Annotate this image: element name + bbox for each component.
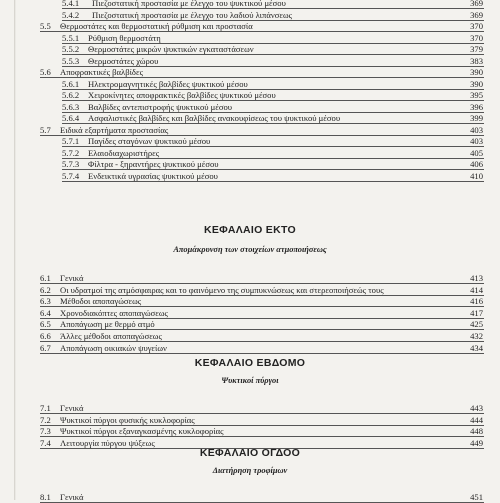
toc-entry-title: Γενικά: [60, 492, 84, 502]
toc-entry-number: 5.5: [40, 21, 51, 31]
toc-entry-title: Μέθοδοι αποπαγώσεως: [60, 296, 142, 307]
toc-entry-page: 379: [470, 44, 483, 54]
toc-entry-number: 5.7.4: [62, 170, 80, 181]
toc-entry: [0, 158, 500, 170]
toc-entry-page: 396: [470, 101, 483, 112]
toc-entry-page: 416: [470, 296, 483, 307]
toc-entry: [0, 402, 500, 414]
toc-entry-page: 369: [470, 0, 483, 8]
toc-entry-number: 5.7.2: [62, 147, 80, 158]
toc-entry-page: 395: [470, 90, 483, 100]
toc-entry-page: 403: [470, 124, 483, 135]
toc-entry-title: Πιεζοστατική προστασία με έλεγχο του λαδιού λιπάνσεως: [92, 9, 293, 20]
toc-entry: [0, 43, 500, 55]
toc-entry: [0, 66, 500, 78]
toc-entry-title: Βαλβίδες αντεπιστροφής ψυκτικού μέσου: [88, 101, 233, 112]
toc-entry-number: 5.6.2: [62, 90, 80, 100]
toc-entry: [0, 20, 500, 32]
toc-entry-title: Ασφαλιστικές βαλβίδες και βαλβίδες ανακουφίσεως του ψυκτικού μέσου: [88, 113, 341, 123]
toc-entry-page: 405: [470, 147, 483, 158]
toc-entry-number: 7.4: [40, 437, 51, 448]
toc-entry-rule: [40, 353, 484, 354]
toc-entry-number: 5.6.3: [62, 101, 80, 112]
toc-entry-title: Ψυκτικοί πύργοι εξαναγκασμένης κυκλοφορίας: [60, 426, 224, 437]
toc-entry-page: 369: [470, 9, 483, 20]
toc-entry-number: 8.1: [40, 492, 51, 502]
chapter8-heading: ΚΕΦΑΛΑΙΟ ΟΓΔΟΟ: [199, 447, 301, 459]
toc-entry-page: 370: [470, 32, 483, 43]
toc-entry-rule: [62, 181, 484, 182]
toc-entry-title: Χειροκίνητες αποφρακτικές βαλβίδες ψυκτικού μέσου: [88, 90, 276, 100]
toc-entry-number: 5.6.1: [62, 78, 80, 89]
toc-entry-title: Ενδεικτικά υγρασίας ψυκτικού μέσου: [88, 170, 218, 181]
toc-entry: [0, 170, 500, 182]
toc-entry-number: 5.7.1: [62, 136, 80, 146]
toc-entry: [0, 414, 500, 426]
chapter6-heading: ΚΕΦΑΛΑΙΟ ΕΚΤΟ: [204, 224, 296, 236]
toc-entry-number: 7.2: [40, 414, 51, 425]
chapter7-heading: ΚΕΦΑΛΑΙΟ ΕΒΔΟΜΟ: [194, 357, 306, 369]
toc-entry-number: 6.4: [40, 307, 51, 318]
toc-entry-title: Παγίδες σταγόνων ψυκτικού μέσου: [88, 136, 211, 146]
toc-entry-title: Ηλεκτρομαγνητικές βαλβίδες ψυκτικού μέσου: [88, 78, 248, 89]
chapter7-subtitle: Ψυκτικοί πύργοι: [221, 376, 279, 385]
toc-entry-number: 5.5.2: [62, 44, 80, 54]
toc-entry: [0, 425, 500, 437]
toc-entry-number: 6.5: [40, 319, 51, 330]
toc-entry: [0, 124, 500, 136]
toc-entry: [0, 135, 500, 147]
toc-entry-page: 390: [470, 67, 483, 77]
toc-entry-page: 403: [470, 136, 483, 146]
toc-entry-page: 448: [470, 426, 483, 437]
toc-entry-title: Γενικά: [60, 403, 84, 413]
toc-entry: [0, 342, 500, 354]
toc-entry: [0, 101, 500, 113]
toc-entry-number: 7.3: [40, 426, 51, 437]
toc-entry-page: 414: [470, 284, 483, 295]
toc-entry-title: Αποπάγωση με θερμό ατμό: [60, 319, 155, 330]
toc-entry-number: 5.6.4: [62, 113, 80, 123]
toc-entry-number: 6.1: [40, 273, 51, 283]
toc-entry-title: Φίλτρα - ξηραντήρες ψυκτικού μέσου: [88, 159, 219, 169]
toc-entry-number: 5.5.3: [62, 55, 80, 66]
toc-entry: [0, 307, 500, 319]
toc-entry-title: Θερμοστάτες και θερμοστατική ρύθμιση και προστασία: [60, 21, 253, 31]
toc-entry: [0, 330, 500, 342]
toc-entry: [0, 78, 500, 90]
toc-entry-number: 5.4.2: [62, 9, 80, 20]
chapter6-subtitle: Απομάκρυνση των στοιχείων ατμοποιήσεως: [173, 245, 327, 254]
toc-entry-title: Αποπάγωση οικιακών ψυγείων: [60, 342, 167, 353]
toc-entry-page: 451: [470, 492, 483, 502]
toc-entry: [0, 112, 500, 124]
toc-entry-title: Χρονοδιακόπτες αποπαγώσεως: [60, 307, 168, 318]
toc-entry-number: 6.2: [40, 284, 51, 295]
toc-entry-page: 449: [470, 437, 483, 448]
toc-entry-number: 5.4.1: [62, 0, 80, 8]
toc-entry-page: 434: [470, 342, 483, 353]
toc-entry-page: 383: [470, 55, 483, 66]
toc-entry-page: 406: [470, 159, 483, 169]
toc-entry-page: 425: [470, 319, 483, 330]
toc-entry: [0, 89, 500, 101]
toc-entry-page: 417: [470, 307, 483, 318]
toc-entry-title: Ρύθμιση θερμοστάτη: [88, 32, 161, 43]
toc-entry-page: 410: [470, 170, 483, 181]
toc-entry: [0, 32, 500, 44]
toc-entry-number: 5.7.3: [62, 159, 80, 169]
toc-entry-page: 413: [470, 273, 483, 283]
toc-entry-number: 6.3: [40, 296, 51, 307]
toc-entry-title: Γενικά: [60, 273, 84, 283]
toc-entry: [0, 55, 500, 67]
toc-entry-title: Άλλες μέθοδοι αποπαγώσεως: [60, 331, 162, 341]
toc-entry-page: 370: [470, 21, 483, 31]
toc-entry-number: 6.7: [40, 342, 51, 353]
toc-entry: [0, 295, 500, 307]
toc-entry-page: 399: [470, 113, 483, 123]
toc-entry-number: 7.1: [40, 403, 51, 413]
toc-entry-number: 5.6: [40, 67, 51, 77]
toc-entry-page: 432: [470, 331, 483, 341]
toc-entry: [0, 491, 500, 503]
toc-entry: [0, 9, 500, 21]
toc-entry-page: 390: [470, 78, 483, 89]
toc-entry-title: Λειτουργία πύργου ψύξεως: [60, 437, 155, 448]
toc-entry: [0, 318, 500, 330]
toc-entry-title: Ελαιοδιαχωριστήρες: [88, 147, 160, 158]
toc-entry: [0, 147, 500, 159]
toc-entry-title: Οι υδρατμοί της ατμόσφαιρας και το φαινόμενο της συμπυκνώσεως και στερεοποιήσεώς τους: [60, 284, 384, 295]
toc-entry-title: Αποφρακτικές βαλβίδες: [60, 67, 143, 77]
toc-entry-title: Ψυκτικοί πύργοι φυσικής κυκλοφορίας: [60, 414, 195, 425]
toc-entry-number: 5.7: [40, 124, 51, 135]
toc-entry-number: 5.5.1: [62, 32, 80, 43]
toc-entry-title: Πιεζοστατική προστασία με έλεγχο του ψυκτικού μέσου: [92, 0, 286, 8]
toc-entry-title: Θερμοστάτες χώρου: [88, 55, 159, 66]
toc-entry-number: 6.6: [40, 331, 51, 341]
chapter8-subtitle: Διατήρηση τροφίμων: [212, 466, 288, 475]
toc-entry: [0, 272, 500, 284]
toc-entry: [0, 284, 500, 296]
toc-entry-title: Θερμοστάτες μικρών ψυκτικών εγκαταστάσεων: [88, 44, 254, 54]
toc-entry-title: Ειδικά εξαρτήματα προστασίας: [60, 124, 169, 135]
toc-entry-page: 444: [470, 414, 483, 425]
toc-entry-page: 443: [470, 403, 483, 413]
